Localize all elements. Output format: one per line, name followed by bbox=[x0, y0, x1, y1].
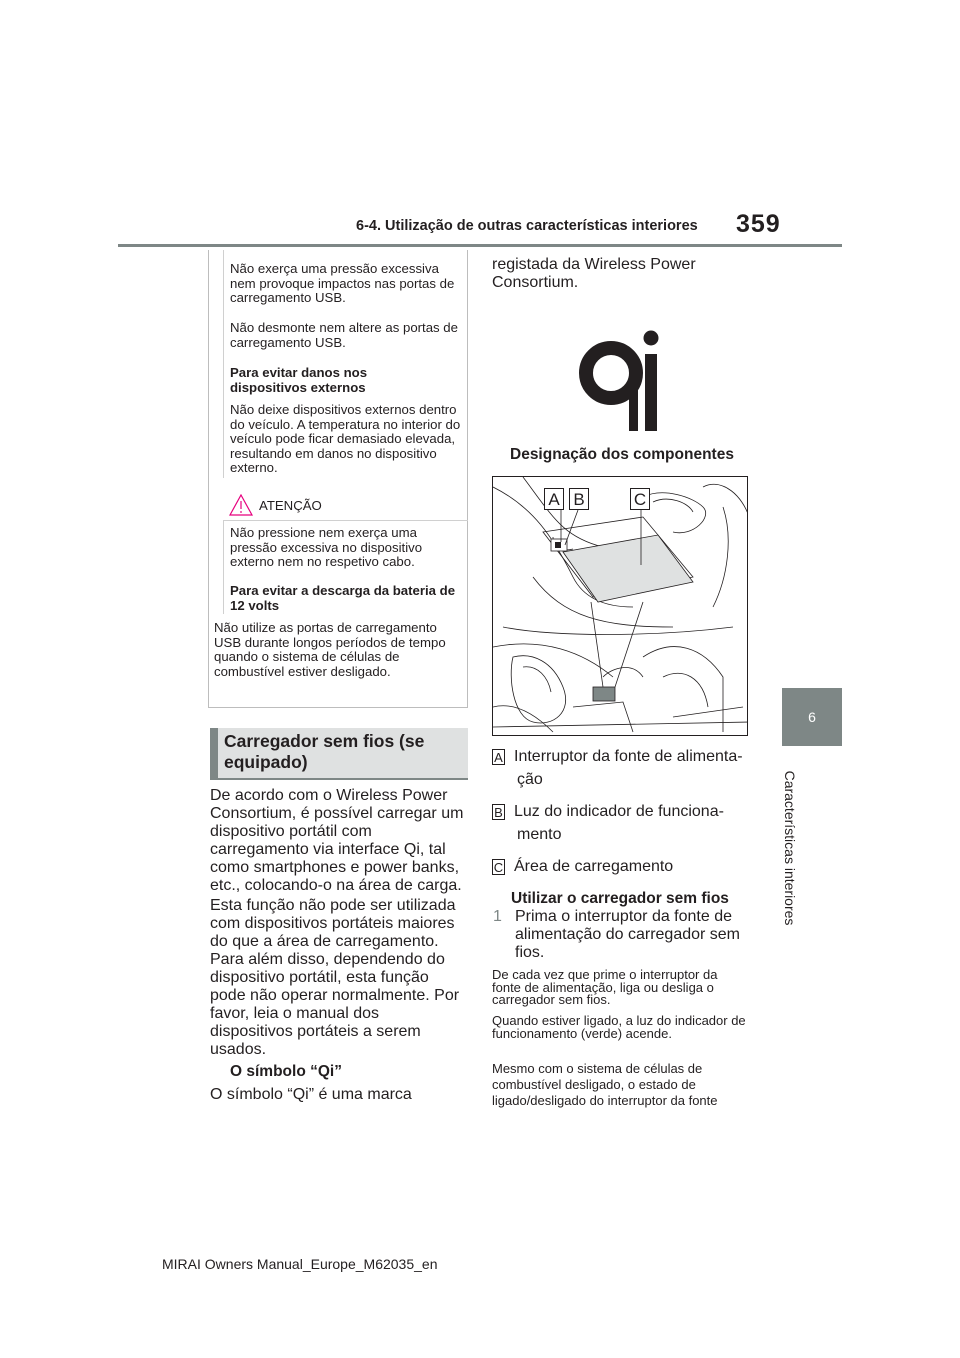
legend-tag-a: A bbox=[492, 749, 505, 765]
subheading: Utilizar o carregador sem fios bbox=[511, 890, 729, 907]
body-paragraph: registada da Wireless Power Consortium. bbox=[492, 256, 696, 291]
component-figure bbox=[492, 476, 748, 736]
figure-label-c: C bbox=[630, 488, 650, 510]
legend-text-a: Interruptor da fonte de alimenta- bbox=[514, 748, 743, 765]
section-heading-bar bbox=[210, 728, 218, 778]
figure-label-a: A bbox=[544, 488, 564, 510]
caution-divider bbox=[223, 520, 468, 521]
caution-rule bbox=[223, 250, 224, 478]
step-text: Prima o interruptor da fonte de alimentação do carregador sem fios. bbox=[515, 908, 741, 961]
page-number: 359 bbox=[736, 210, 781, 238]
components-heading: Designação dos componentes bbox=[510, 446, 734, 463]
footer-text: MIRAI Owners Manual_Europe_M62035_en bbox=[162, 1256, 438, 1272]
legend-tag-b: B bbox=[492, 804, 505, 820]
legend-text-c: Área de carregamento bbox=[514, 858, 674, 875]
legend-tag-c: C bbox=[493, 860, 504, 875]
chapter-tab: 6 bbox=[782, 688, 842, 746]
attention-label: ATENÇÃO bbox=[259, 498, 322, 513]
body-paragraph: Esta função não pode ser utilizada com dispositivos portáteis maiores do que a área de carregamento. Para além disso, dependendo do dispositivo portátil, esta função pode não operar normalmente. Por favor, leia o manual dos dispositivos portáteis a serem usados. bbox=[210, 897, 460, 1058]
note-text: Mesmo com o sistema de células de combustível desligado, o estado de ligado/desligado do interruptor da fonte bbox=[492, 1061, 718, 1108]
chapter-label bbox=[770, 755, 810, 925]
legend-text-b-cont: mento bbox=[517, 826, 562, 843]
note-text: Quando estiver ligado, a luz do indicador de funcionamento (verde) acende. bbox=[492, 1013, 746, 1041]
caution-text: Não pressione nem exerça uma pressão excessiva no dispositivo externo nem no respetivo cabo. bbox=[230, 525, 423, 569]
section-title: 6-4. Utilização de outras características interiores bbox=[356, 218, 698, 234]
section-heading-rule bbox=[210, 778, 468, 780]
qi-logo-icon bbox=[578, 324, 666, 432]
header-rule bbox=[118, 244, 842, 247]
body-paragraph: O símbolo “Qi” é uma marca bbox=[210, 1086, 412, 1103]
step-number: 1 bbox=[493, 908, 502, 925]
figure-label-b: B bbox=[569, 488, 589, 510]
console-illustration bbox=[493, 477, 748, 736]
body-paragraph: De acordo com o Wireless Power Consortium, é possível carregar um dispositivo portátil com carregamento via interface Qi, tal como smartphones e power banks, etc., colocando-o na área de carga. bbox=[210, 787, 464, 894]
caution-rule bbox=[223, 520, 224, 614]
caution-text: Não desmonte nem altere as portas de carregamento USB. bbox=[230, 320, 458, 350]
caution-text: Não utilize as portas de carregamento USB durante longos períodos de tempo quando o sistema de células de combustível estiver desligado. bbox=[214, 620, 446, 679]
legend-text-b: Luz do indicador de funciona- bbox=[514, 803, 724, 820]
caution-text: Não exerça uma pressão excessiva nem provoque impactos nas portas de carregamento USB. bbox=[230, 261, 455, 305]
chapter-label-text: Características interiores bbox=[782, 770, 798, 926]
section-heading-text: Carregador sem fios (se equipado) bbox=[224, 731, 425, 772]
warning-icon bbox=[229, 494, 253, 516]
caution-subheading: Para evitar danos nos dispositivos externos bbox=[230, 365, 368, 395]
section-heading bbox=[210, 728, 468, 778]
legend-text-a-cont: ção bbox=[517, 771, 543, 788]
subheading: O símbolo “Qi” bbox=[230, 1063, 342, 1080]
caution-text: Não deixe dispositivos externos dentro do veículo. A temperatura no interior do veículo pode ficar demasiado elevada, resultando em danos no dispositivo externo. bbox=[230, 402, 461, 475]
caution-box bbox=[208, 250, 468, 708]
note-text: De cada vez que prime o interruptor da fonte de alimentação, liga ou desliga o carregador sem fios. bbox=[492, 967, 718, 1007]
caution-subheading: Para evitar a descarga da bateria de 12 volts bbox=[230, 583, 456, 613]
